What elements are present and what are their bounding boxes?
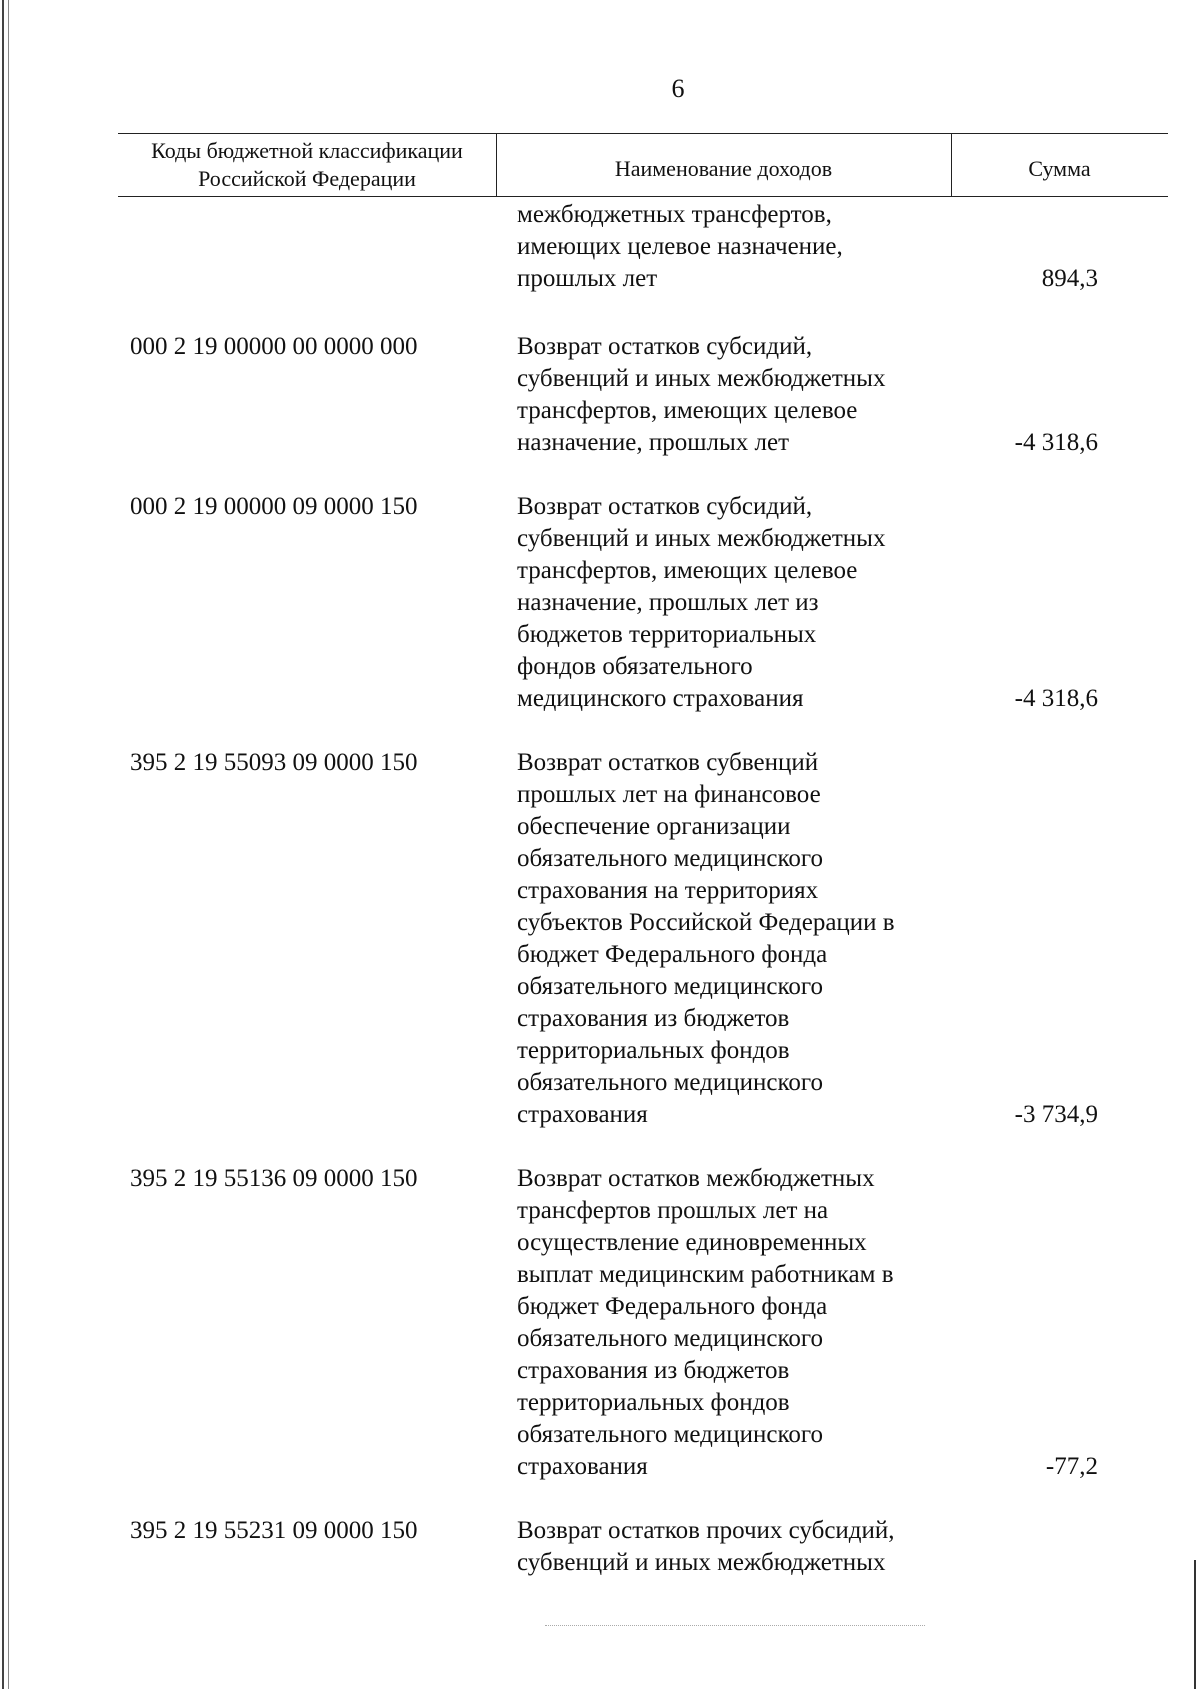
- scan-edge-left-inner: [8, 0, 9, 1689]
- row-name: Возврат остатков субвенций прошлых лет на финансовое обеспечение организации обязательного медицинского страхования на территориях субъектов Российской Федерации в бюджет Федерального фонда обязательного медицинского страхования из бюджетов территориальных фондов обязательного медицинского страхования: [517, 749, 895, 1128]
- row-code: 000 2 19 00000 00 0000 000: [130, 333, 418, 360]
- table-row: [118, 491, 1168, 715]
- row-name: Возврат остатков прочих субсидий, субвенций и иных межбюджетных: [517, 1517, 895, 1576]
- table-row: [118, 331, 1168, 459]
- row-sum: -77,2: [1045, 1453, 1098, 1480]
- row-code: 395 2 19 55093 09 0000 150: [130, 749, 418, 776]
- row-code: 395 2 19 55231 09 0000 150: [130, 1517, 418, 1544]
- row-name: межбюджетных трансфертов, имеющих целевое назначение, прошлых лет: [517, 201, 843, 292]
- table-body: [118, 199, 1168, 1611]
- table-row: [118, 1515, 1168, 1579]
- header-code-column: [118, 133, 496, 196]
- table-row: [118, 747, 1168, 1131]
- row-sum: -4 318,6: [1014, 429, 1098, 456]
- page-number: 6: [671, 74, 685, 103]
- row-code: 000 2 19 00000 09 0000 150: [130, 493, 418, 520]
- header-sum-column: [951, 133, 1168, 196]
- scan-edge-right: [1194, 1560, 1196, 1689]
- header-code-label: Коды бюджетной классификации Российской Федерации: [151, 137, 463, 191]
- table-row: [118, 1163, 1168, 1483]
- row-code: [118, 199, 508, 295]
- row-name: Возврат остатков субсидий, субвенций и иных межбюджетных трансфертов, имеющих целевое назначение, прошлых лет: [517, 333, 886, 456]
- table-row: [118, 199, 1168, 295]
- header-name-column: [496, 133, 951, 196]
- header-sum-label: Сумма: [1028, 155, 1091, 181]
- table-header-bottom-rule: [118, 196, 1168, 197]
- scan-dotted-mark: [545, 1625, 925, 1627]
- row-name: Возврат остатков межбюджетных трансфертов прошлых лет на осуществление единовременных выплат медицинским работникам в бюджет Федерального фонда обязательного медицинского страхования из бюджетов территориальных фондов обязательного медицинского страхования: [517, 1165, 894, 1480]
- row-sum: -4 318,6: [1014, 685, 1098, 712]
- row-sum: [948, 1515, 1156, 1579]
- header-name-label: Наименование доходов: [614, 155, 833, 181]
- row-code: 395 2 19 55136 09 0000 150: [130, 1165, 418, 1192]
- row-name: Возврат остатков субсидий, субвенций и иных межбюджетных трансфертов, имеющих целевое назначение, прошлых лет из бюджетов территориальных фондов обязательного медицинского страхования: [517, 493, 886, 712]
- scan-edge-left: [2, 0, 4, 1689]
- row-sum: 894,3: [1041, 265, 1098, 292]
- row-sum: -3 734,9: [1014, 1101, 1098, 1128]
